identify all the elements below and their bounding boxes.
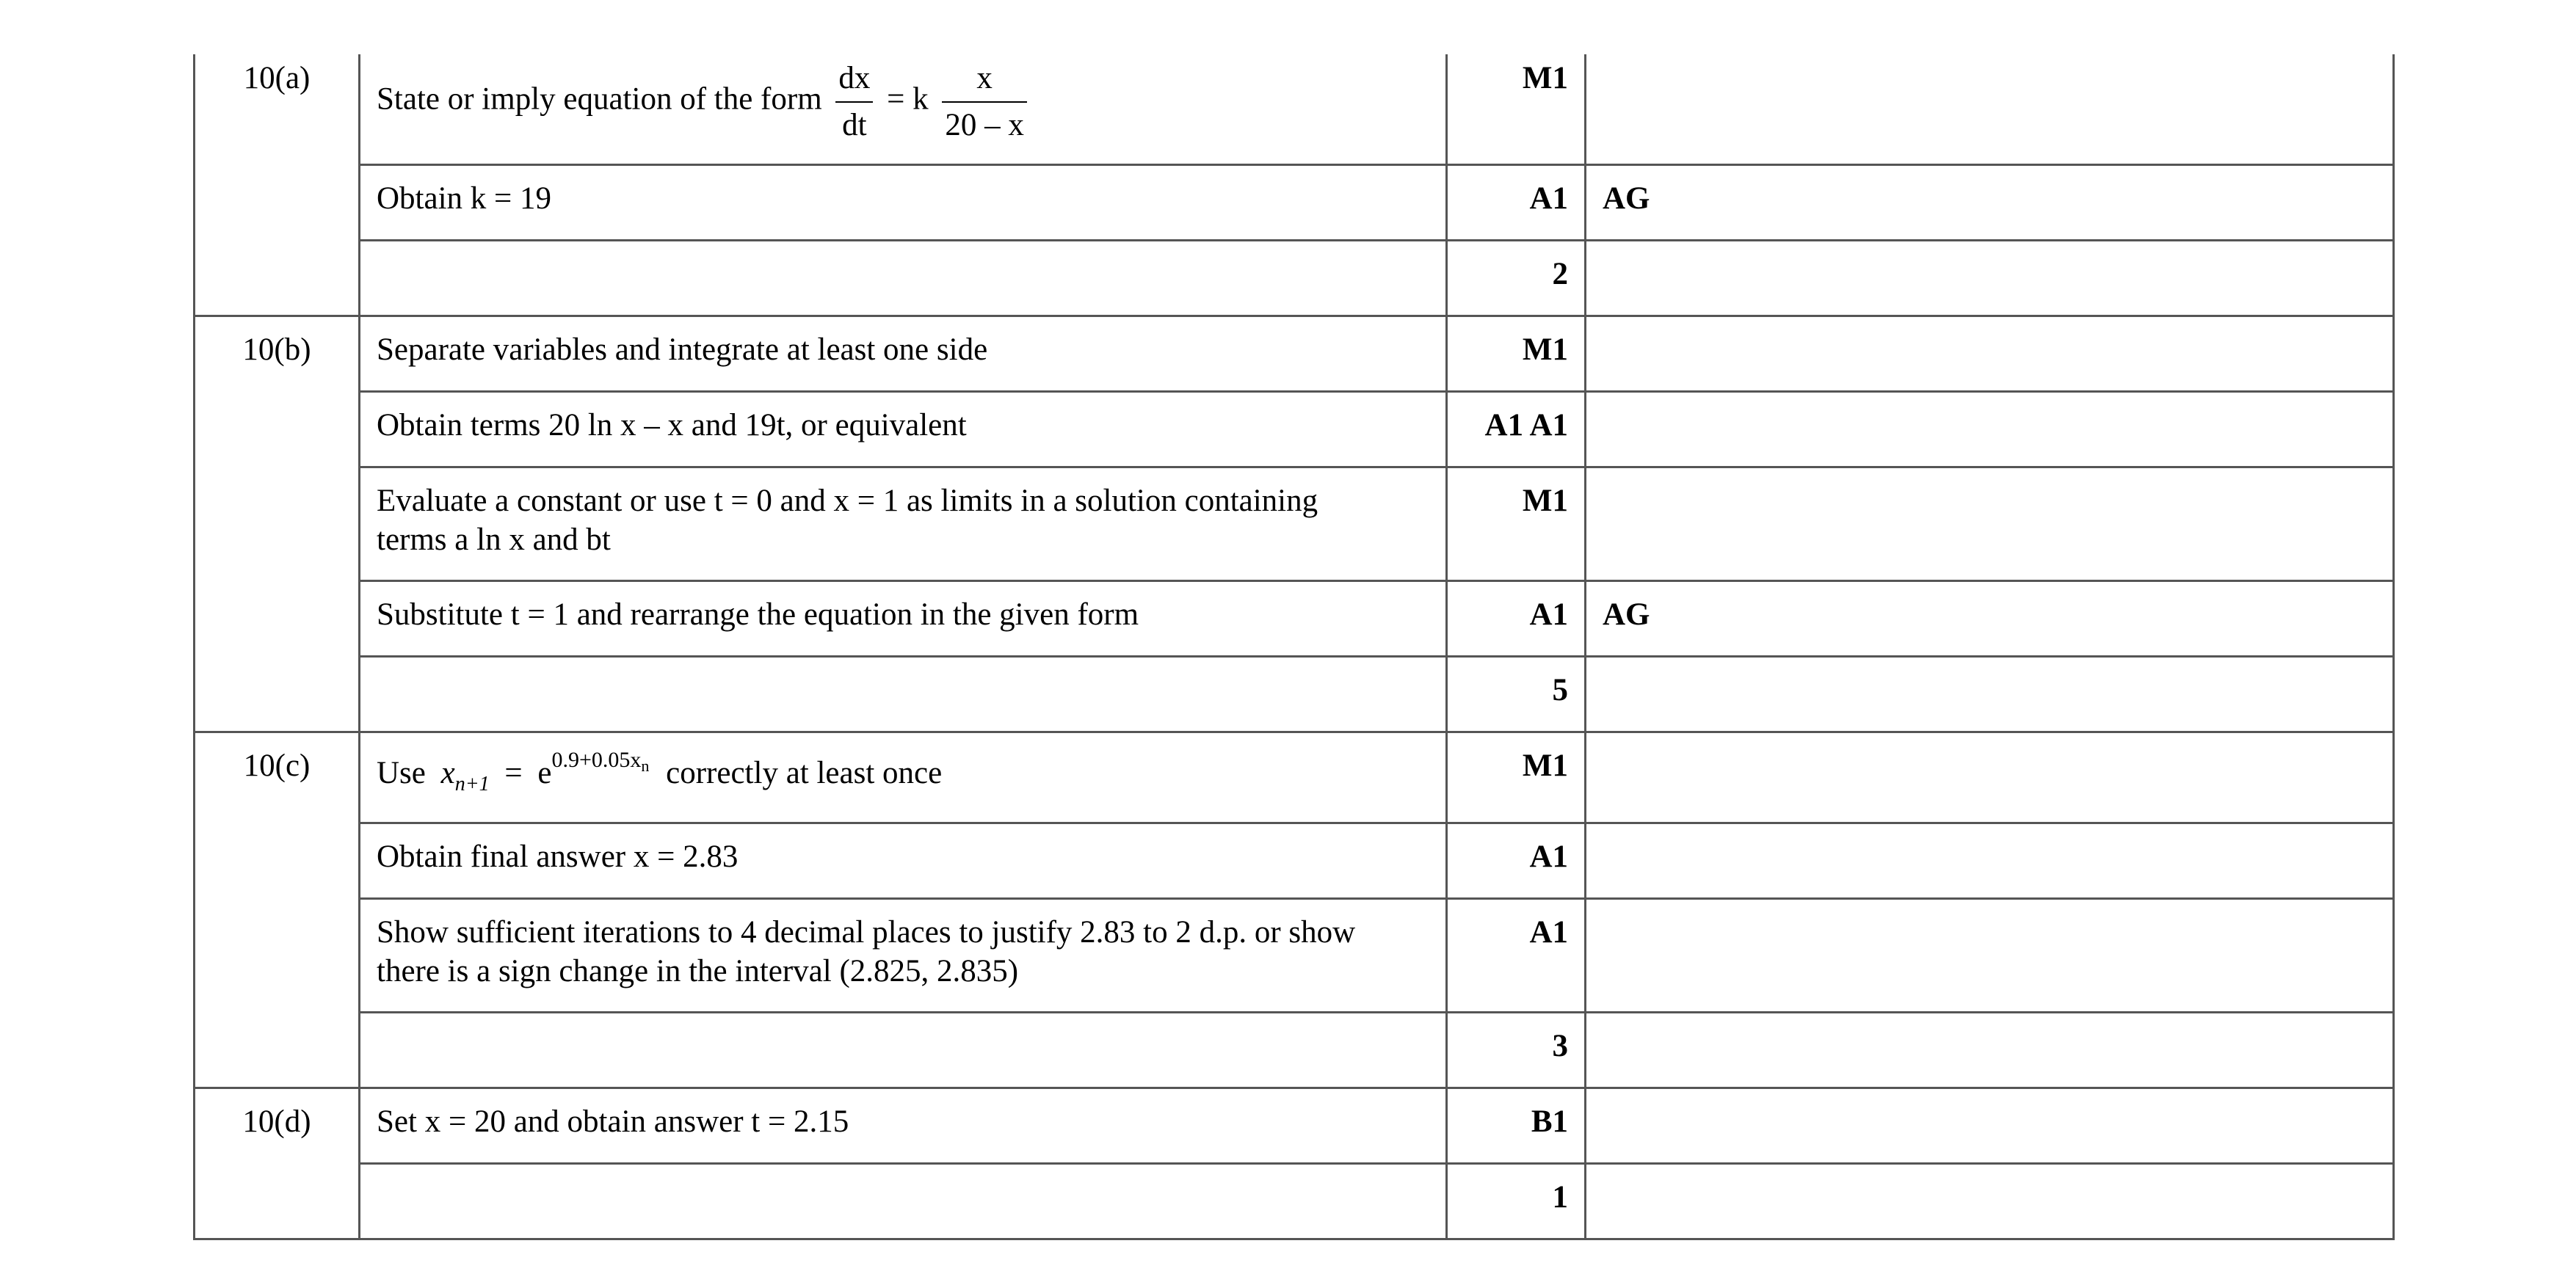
table-row (195, 898, 2394, 1012)
fraction-dx-dt: $\frac{dx}{dt}$ (835, 59, 873, 145)
table-row (195, 164, 2394, 240)
guidance-cell: AG (1586, 164, 2394, 240)
question-number (195, 240, 360, 316)
mark-scheme-table (193, 54, 2395, 1240)
guidance-cell (1586, 823, 2394, 898)
question-number (195, 580, 360, 656)
guidance-cell (1586, 732, 2394, 823)
answer-cell: Obtain k = 19 (360, 164, 1447, 240)
mark-cell: M1 (1447, 732, 1586, 823)
table-row (195, 656, 2394, 732)
table-row (195, 732, 2394, 823)
answer-cell: Obtain final answer x = 2.83 (360, 823, 1447, 898)
question-number: 10(b) (195, 316, 360, 391)
question-number (195, 1012, 360, 1088)
answer-cell: State or imply equation of the form $\frac{dx}{dt}$ = k $\frac{x}{20 - x}$ (360, 54, 1447, 164)
guidance-cell (1586, 656, 2394, 732)
guidance-cell (1586, 240, 2394, 316)
question-number: 10(c) (195, 732, 360, 823)
guidance-cell (1586, 1012, 2394, 1088)
table-row (195, 823, 2394, 898)
answer-cell: Evaluate a constant or use t = 0 and x = 1 as limits in a solution containing terms a ln x and bt (360, 467, 1447, 580)
mark-cell: A1 (1447, 580, 1586, 656)
total-mark-cell: 3 (1447, 1012, 1586, 1088)
guidance-cell (1586, 1088, 2394, 1163)
table-row (195, 240, 2394, 316)
guidance-cell (1586, 54, 2394, 164)
table-row (195, 1088, 2394, 1163)
table-row (195, 316, 2394, 391)
answer-cell: Show sufficient iterations to 4 decimal places to justify 2.83 to 2 d.p. or show there is a sign change in the interval (2.825, 2.835) (360, 898, 1447, 1012)
guidance-cell (1586, 467, 2394, 580)
answer-cell (360, 1163, 1447, 1239)
mark-cell: B1 (1447, 1088, 1586, 1163)
question-number (195, 823, 360, 898)
total-mark-cell: 5 (1447, 656, 1586, 732)
table-row (195, 54, 2394, 164)
answer-cell: Use $x_{n+1} = e^{0.9+0.05x_n}$ correctly at least once (360, 732, 1447, 823)
mark-cell: A1 (1447, 164, 1586, 240)
mark-cell: M1 (1447, 467, 1586, 580)
mark-cell: A1 (1447, 898, 1586, 1012)
total-mark-cell: 1 (1447, 1163, 1586, 1239)
answer-cell: Separate variables and integrate at least one side (360, 316, 1447, 391)
answer-cell: Substitute t = 1 and rearrange the equation in the given form (360, 580, 1447, 656)
question-number (195, 898, 360, 1012)
total-mark-cell: 2 (1447, 240, 1586, 316)
guidance-cell (1586, 316, 2394, 391)
guidance-cell: AG (1586, 580, 2394, 656)
answer-cell (360, 1012, 1447, 1088)
fraction-x-over-20-minus-x: $\frac{x}{20 - x}$ (942, 59, 1027, 145)
mark-cell: A1 (1447, 823, 1586, 898)
question-number (195, 1163, 360, 1239)
question-number (195, 656, 360, 732)
question-number (195, 467, 360, 580)
answer-cell (360, 656, 1447, 732)
question-number (195, 391, 360, 467)
mark-cell: M1 (1447, 316, 1586, 391)
guidance-cell (1586, 1163, 2394, 1239)
guidance-cell (1586, 898, 2394, 1012)
answer-cell: Set x = 20 and obtain answer t = 2.15 (360, 1088, 1447, 1163)
mark-cell: M1 (1447, 54, 1586, 164)
table-row (195, 391, 2394, 467)
answer-cell (360, 240, 1447, 316)
mark-cell: A1 A1 (1447, 391, 1586, 467)
question-number: 10(a) (195, 54, 360, 164)
table-row (195, 467, 2394, 580)
question-number: 10(d) (195, 1088, 360, 1163)
question-number (195, 164, 360, 240)
answer-cell: Obtain terms 20 ln x – x and 19t, or equivalent (360, 391, 1447, 467)
guidance-cell (1586, 391, 2394, 467)
table-row (195, 1012, 2394, 1088)
table-row (195, 580, 2394, 656)
table-row (195, 1163, 2394, 1239)
